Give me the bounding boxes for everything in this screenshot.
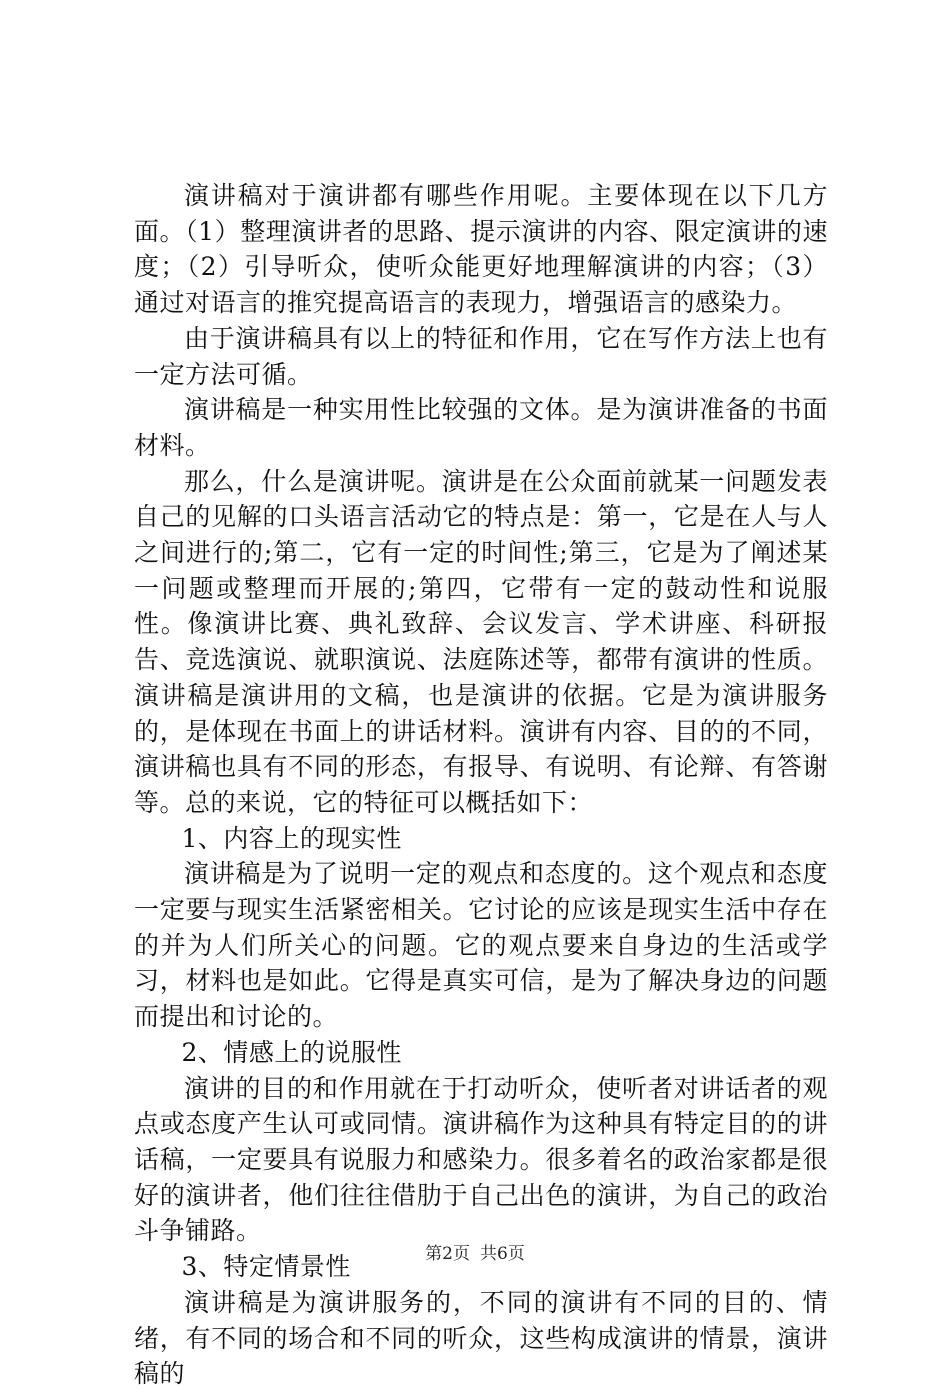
section-heading-3: 3、特定情景性 [181,1252,351,1282]
paragraph-2: 由于演讲稿具有以上的特征和作用，它在写作方法上也有一定方法可循。 [134,323,828,389]
section-heading-1: 1、内容上的现实性 [181,823,402,853]
section-heading-2: 2、情感上的说服性 [181,1037,402,1067]
paragraph-4: 那么，什么是演讲呢。演讲是在公众面前就某一问题发表自己的见解的口头语言活动它的特点是：第一，它是在人与人之间进行的;第二，它有一定的时间性;第三，它是为了阐述某一问题或整理而开展的;第四，它带有一定的鼓动性和说服性。像演讲比赛、典礼致辞、会议发言、学术讲座、科研报告、竞选演说、就职演说、法庭陈述等，都带有演讲的性质。演讲稿是演讲用的文稿，也是演讲的依据。它是为演讲服务的，是体现在书面上的讲话材料。演讲有内容、目的的不同，演讲稿也具有不同的形态，有报导、有说明、有论辩、有答谢等。总的来说，它的特征可以概括如下： [134,466,828,817]
page-total: 共6页 [480,1244,525,1264]
page-number: 第2页 [425,1244,470,1264]
paragraph-6: 演讲的目的和作用就在于打动听众，使听者对讲话者的观点或态度产生认可或同情。演讲稿作为这种具有特定目的的讲话稿，一定要具有说服力和感染力。很多着名的政治家都是很好的演讲者，他们往往借肋于自己出色的演讲，为自己的政治斗争铺路。 [134,1073,828,1246]
page-footer [0,1243,950,1265]
document-body [134,178,828,1392]
paragraph-5: 演讲稿是为了说明一定的观点和态度的。这个观点和态度一定要与现实生活紧密相关。它讨论的应该是现实生活中存在的并为人们所关心的问题。它的观点要来自身边的生活或学习，材料也是如此。它得是真实可信，是为了解决身边的问题而提出和讨论的。 [134,859,828,1032]
paragraph-7: 演讲稿是为演讲服务的，不同的演讲有不同的目的、情绪，有不同的场合和不同的听众，这些构成演讲的情景，演讲稿的 [134,1287,828,1389]
paragraph-3: 演讲稿是一种实用性比较强的文体。是为演讲准备的书面材料。 [134,395,828,460]
paragraph-1: 演讲稿对于演讲都有哪些作用呢。主要体现在以下几方面。（1）整理演讲者的思路、提示演讲的内容、限定演讲的速度；（2）引导听众，使听众能更好地理解演讲的内容；（3）通过对语言的推究提高语言的表现力，增强语言的感染力。 [134,181,828,318]
